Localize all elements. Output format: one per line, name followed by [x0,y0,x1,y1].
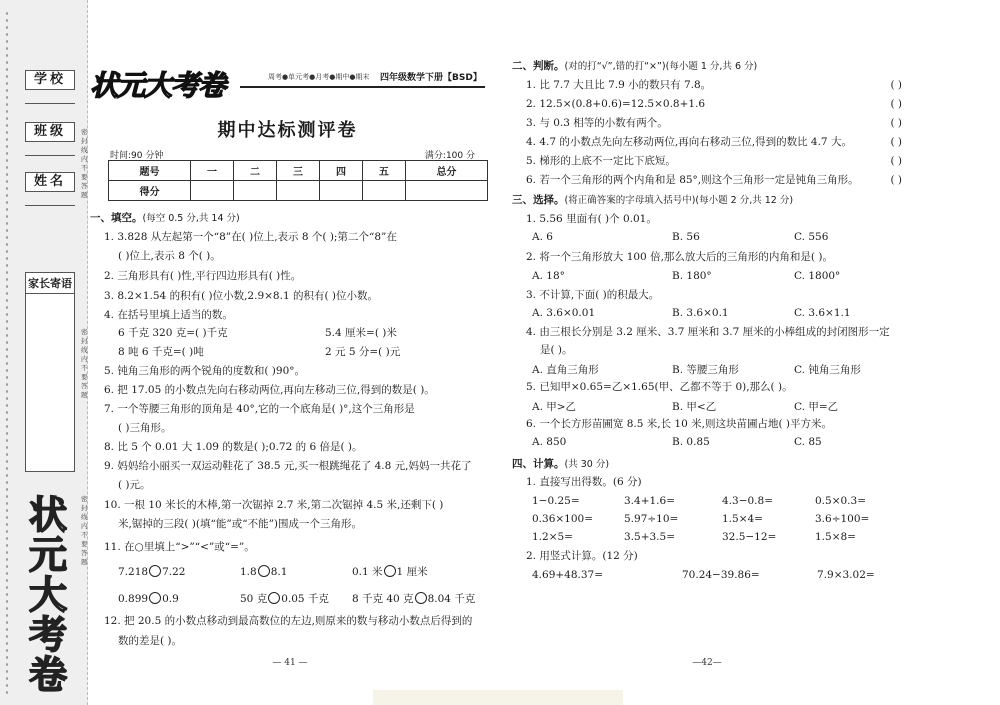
judge-text: 3. 与 0.3 相等的小数有两个。 [526,117,668,129]
section-note: (共 30 分) [564,459,610,470]
section-choice [512,192,793,207]
question-6: 6. 把 17.05 的小数点先向右移动两位,再向左移动三位,得到的数是( )。 [104,384,435,396]
calc-item: 3.4+1.6= [624,495,675,507]
section-title: 三、选择。 [512,194,565,206]
question-7a: 7. 一个等腰三角形的顶角是 40°,它的一个底角是( )°,这个三角形是 [104,403,415,415]
question-10b: 米,锯掉的三段( )(填“能”或“不能”)围成一个三角形。 [118,518,363,530]
name-field[interactable] [25,205,75,206]
section-note: (将正确答案的字母填入括号中)(每小题 2 分,共 12 分) [564,195,794,206]
score-row [109,181,488,201]
compare-item [118,592,179,606]
question-8: 8. 比 5 个 0.01 大 1.09 的数是( );0.72 的 6 倍是( )。 [104,441,363,453]
header-rule [240,86,485,88]
compare-item [240,592,329,606]
question-3: 3. 8.2×1.54 的积有( )位小数,2.9×8.1 的积有( )位小数。 [104,290,378,302]
compare-circle[interactable] [415,592,427,604]
choice-option[interactable]: B. 0.85 [672,436,710,448]
name-label: 姓名 [25,172,75,192]
question-7b: ( )三角形。 [118,422,172,434]
judge-text: 2. 12.5×(0.8+0.6)=12.5×0.8+1.6 [526,98,706,110]
section-calc [512,456,609,471]
compare-right: 0.05 千克 [281,593,329,605]
binding-sidebar [0,0,88,705]
score-table [108,160,488,201]
choice-option[interactable]: C. 甲=乙 [794,401,839,413]
judge-item [526,116,902,130]
seal-notice-2: 密封线内不要答题 [81,328,88,399]
question-2: 2. 三角形具有( )性,平行四边形具有( )性。 [104,270,302,282]
calc-item: 5.97÷10= [624,513,679,525]
score-header-cell: 五 [362,161,405,181]
judge-item [526,173,902,187]
question-10a: 10. 一根 10 米长的木棒,第一次锯掉 2.7 米,第二次锯掉 4.5 米,还剩下( ) [104,499,444,511]
compare-right: 8.1 [270,566,288,578]
gutter-strip [373,690,623,705]
judge-item [526,135,902,149]
calc-item: 1.5×4= [722,513,763,525]
calc-item: 32.5−12= [722,531,777,543]
brand-logo: 状元大考卷 [90,69,226,102]
choice-option[interactable]: A. 6 [532,231,553,243]
choice-option[interactable]: C. 85 [794,436,822,448]
exam-types: 周考●单元考●月考●期中●期末 [268,73,370,81]
calc-item: 0.5×0.3= [815,495,866,507]
question-11: 11. 在○里填上“>”“<”或“=”。 [104,541,255,553]
vertical-calc-item: 4.69+48.37= [532,569,604,581]
score-cell[interactable] [276,181,319,201]
page-number: — 41 — [272,658,308,668]
judge-text: 5. 梯形的上底不一定比下底短。 [526,155,676,167]
choice-option[interactable]: B. 甲<乙 [672,401,717,413]
compare-right: 0.9 [162,593,179,605]
score-cell[interactable] [234,181,277,201]
question-4b: 5.4 厘米=( )米 [325,327,397,339]
page-41 [90,0,490,705]
exam-title: 期中达标测评卷 [217,120,358,141]
compare-circle[interactable] [149,565,161,577]
school-field[interactable] [25,103,75,104]
choice-3: 3. 不计算,下面( )的积最大。 [526,289,660,301]
choice-option[interactable]: A. 直角三角形 [532,364,599,376]
score-row-label: 得分 [109,181,191,201]
score-header-row [109,161,488,181]
compare-circle[interactable] [268,592,280,604]
score-header-cell: 题号 [109,161,191,181]
page-42 [512,0,902,705]
question-4d: 2 元 5 分=( )元 [325,346,401,358]
choice-1: 1. 5.56 里面有( )个 0.01。 [526,213,657,225]
section-note: (对的打“√”,错的打“×”)(每小题 1 分,共 6 分) [564,61,758,72]
school-label: 学校 [25,70,75,90]
class-field[interactable] [25,155,75,156]
question-12a: 12. 把 20.5 的小数点移动到最高数位的左边,则原来的数与移动小数点后得到的 [104,615,473,627]
question-4c: 8 吨 6 千克=( )吨 [118,346,204,358]
question-1b: ( )位上,表示 8 个( )。 [118,250,221,262]
compare-item [240,565,287,579]
score-header-cell: 二 [234,161,277,181]
choice-option[interactable]: C. 1800° [794,270,841,282]
judge-text: 6. 若一个三角形的两个内角和是 85°,则这个三角形一定是钝角三角形。 [526,174,859,186]
compare-right: 8.04 千克 [427,593,476,605]
choice-option[interactable]: B. 180° [672,270,712,282]
judge-item [526,78,902,92]
section-title: 一、填空。 [90,212,143,224]
choice-option[interactable]: A. 850 [532,436,567,448]
compare-circle[interactable] [149,592,161,604]
score-cell[interactable] [362,181,405,201]
answer-paren[interactable]: ( ) [890,174,902,186]
sidebar-logo: 状元大考卷 [28,493,67,697]
question-5: 5. 钝角三角形的两个锐角的度数和( )90°。 [104,365,305,377]
question-1a: 1. 3.828 从左起第一个“8”在( )位上,表示 8 个( );第二个“8”在 [104,231,397,243]
judge-text: 4. 4.7 的小数点先向左移动两位,再向右移动三位,得到的数比 4.7 大。 [526,136,852,148]
answer-paren[interactable]: ( ) [890,136,902,148]
question-4: 4. 在括号里填上适当的数。 [104,309,233,321]
section-judge [512,58,757,73]
question-4a: 6 千克 320 克=( )千克 [118,327,228,339]
compare-circle[interactable] [258,565,270,577]
parent-note-title: 家长寄语 [26,273,74,294]
compare-left: 7.218 [118,566,149,578]
binding-holes [4,10,10,695]
choice-option[interactable]: C. 556 [794,231,829,243]
compare-item [352,592,475,606]
question-12b: 数的差是( )。 [118,635,183,647]
exam-time: 时间:90 分钟 [110,151,164,161]
choice-option[interactable]: B. 3.6×0.1 [672,307,729,319]
compare-left: 0.899 [118,593,149,605]
parent-note-box[interactable] [25,272,75,472]
score-header-cell: 总分 [405,161,487,181]
choice-4a: 4. 由三根长分别是 3.2 厘米、3.7 厘米和 3.7 厘米的小棒组成的封闭图形一定 [526,326,890,338]
score-cell[interactable] [405,181,487,201]
question-9a: 9. 妈妈给小丽买一双运动鞋花了 38.5 元,买一根跳绳花了 4.8 元,妈妈一共花了 [104,460,472,472]
calc-item: 3.6÷100= [815,513,870,525]
calc-item: 3.5+3.5= [624,531,675,543]
calc-item: 0.36×100= [532,513,594,525]
choice-option[interactable]: C. 钝角三角形 [794,364,861,376]
calc-item: 1.5×8= [815,531,856,543]
calc-2-title: 2. 用竖式计算。(12 分) [526,550,638,562]
compare-circle[interactable] [384,565,396,577]
choice-option[interactable]: B. 等腰三角形 [672,364,739,376]
calc-item: 4.3−0.8= [722,495,773,507]
class-label: 班级 [25,122,75,142]
answer-paren[interactable]: ( ) [890,117,902,129]
question-9b: ( )元。 [118,479,151,491]
compare-item [118,565,185,579]
choice-option[interactable]: C. 3.6×1.1 [794,307,851,319]
choice-5: 5. 已知甲×0.65=乙×1.65(甲、乙都不等于 0),那么( )。 [526,381,793,393]
answer-paren[interactable]: ( ) [890,79,902,91]
compare-left: 1.8 [240,566,257,578]
vertical-calc-item: 70.24−39.86= [682,569,760,581]
score-cell[interactable] [319,181,362,201]
answer-paren[interactable]: ( ) [890,155,902,167]
score-header-cell: 三 [276,161,319,181]
compare-left: 50 克 [240,593,268,605]
choice-option[interactable]: A. 甲>乙 [532,401,577,413]
page-number: —42— [692,658,722,668]
section-title: 二、判断。 [512,60,565,72]
calc-item: 1.2×5= [532,531,573,543]
choice-6: 6. 一个长方形苗圃宽 8.5 米,长 10 米,则这块苗圃占地( )平方米。 [526,418,832,430]
judge-text: 1. 比 7.7 大且比 7.9 小的数只有 7.8。 [526,79,712,91]
compare-item [352,565,428,579]
choice-4b: 是( )。 [540,344,573,356]
seal-notice-3: 密封线内不要答题 [81,495,88,566]
score-cell[interactable] [191,181,234,201]
vertical-calc-item: 7.9×3.02= [817,569,875,581]
compare-left: 0.1 米 [352,566,383,578]
judge-item [526,154,902,168]
choice-option[interactable]: A. 3.6×0.01 [532,307,596,319]
judge-item [526,97,902,111]
choice-option[interactable]: A. 18° [532,270,565,282]
compare-right: 1 厘米 [396,566,428,578]
score-header-cell: 一 [191,161,234,181]
section-note: (每空 0.5 分,共 14 分) [142,213,240,224]
compare-left: 8 千克 40 克 [352,593,414,605]
full-score: 满分:100 分 [424,151,475,161]
compare-right: 7.22 [162,566,186,578]
calc-item: 1−0.25= [532,495,580,507]
grade-label: 四年级数学下册【BSD】 [380,73,482,83]
calc-1-title: 1. 直接写出得数。(6 分) [526,476,642,488]
score-header-cell: 四 [319,161,362,181]
page-header [90,64,485,104]
section-title: 四、计算。 [512,458,565,470]
answer-paren[interactable]: ( ) [890,98,902,110]
choice-2: 2. 将一个三角形放大 100 倍,那么放大后的三角形的内角和是( )。 [526,251,833,263]
section-fill-blank [90,210,240,225]
seal-notice-1: 密封线内不要答题 [81,128,88,199]
choice-option[interactable]: B. 56 [672,231,700,243]
